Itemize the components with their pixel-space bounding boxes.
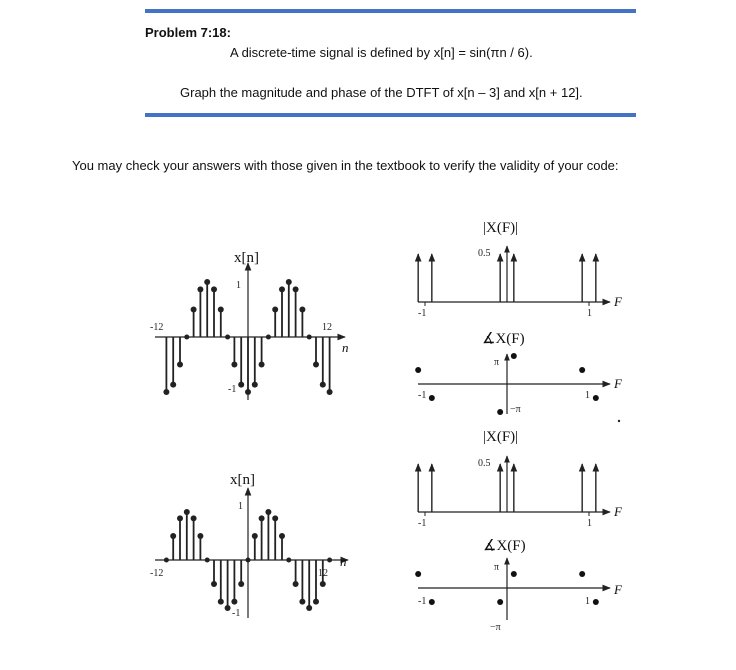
stem-sample xyxy=(266,335,271,340)
stem-sample xyxy=(306,605,312,611)
stem2-tick-neg-twelve: -12 xyxy=(150,568,164,579)
stem-sample xyxy=(327,389,333,395)
phase2-xlabel: F xyxy=(614,582,622,597)
instruction-text: You may check your answers with those given in the textbook to verify the validity of your code: xyxy=(72,158,619,173)
phase-point xyxy=(593,395,599,401)
stem-sample xyxy=(286,558,291,563)
phase-point xyxy=(429,599,435,605)
stem-sample xyxy=(205,558,210,563)
phase-point xyxy=(497,409,503,415)
stem-sample xyxy=(177,515,183,521)
stem-sample xyxy=(293,581,299,587)
phase2-tick-one: 1 xyxy=(585,596,590,607)
stem-sample xyxy=(191,307,197,313)
phase-plot-1 xyxy=(415,331,623,415)
stem-sample xyxy=(286,279,292,285)
stem2-ylabel: x[n] xyxy=(230,472,255,488)
stem-sample xyxy=(293,286,299,292)
phase-point xyxy=(511,571,517,577)
stray-dot xyxy=(618,420,620,422)
problem-title: Problem 7:18: xyxy=(145,25,231,40)
stem-sample xyxy=(299,307,305,313)
phase-point xyxy=(415,367,421,373)
mag2-xlabel: F xyxy=(614,504,622,519)
stem-sample xyxy=(252,382,258,388)
stem-sample xyxy=(265,509,271,515)
phase-point xyxy=(415,571,421,577)
phase-point xyxy=(579,571,585,577)
stem2-tick-twelve: 12 xyxy=(318,568,328,579)
stem-sample xyxy=(272,515,278,521)
stem-sample xyxy=(279,533,285,539)
phase-point xyxy=(593,599,599,605)
phase-point xyxy=(511,353,517,359)
stem-sample xyxy=(211,581,217,587)
stem-sample xyxy=(320,581,326,587)
phase1-tick-pi: π xyxy=(494,357,500,368)
stem-sample xyxy=(170,533,176,539)
mag1-tick-half: 0.5 xyxy=(478,248,491,259)
phase2-ylabel: ∡X(F) xyxy=(483,538,526,554)
mag2-tick-one: 1 xyxy=(587,518,592,529)
phase1-xlabel: F xyxy=(614,376,622,391)
mag2-tick-half: 0.5 xyxy=(478,458,491,469)
phase1-ylabel: ∡X(F) xyxy=(482,331,525,347)
magnitude-plot-1 xyxy=(418,220,623,319)
magnitude-plot-2 xyxy=(418,429,623,529)
stem-sample xyxy=(184,509,190,515)
stem-sample xyxy=(259,515,265,521)
phase1-tick-neg-one: -1 xyxy=(418,390,427,401)
stem1-ylabel: x[n] xyxy=(234,250,259,266)
mag1-tick-neg-one: -1 xyxy=(418,308,427,319)
stem2-tick-neg-one: -1 xyxy=(232,608,241,619)
stem-sample xyxy=(197,533,203,539)
stem-sample xyxy=(184,335,189,340)
phase-point xyxy=(497,599,503,605)
stem-sample xyxy=(238,382,244,388)
stem-sample xyxy=(320,382,326,388)
stem-sample xyxy=(299,599,305,605)
stem-sample xyxy=(163,389,169,395)
stem2-xlabel: n xyxy=(340,554,347,569)
mag2-ylabel: |X(F)| xyxy=(483,429,519,445)
phase2-tick-neg-one: -1 xyxy=(418,596,427,607)
stem-sample xyxy=(327,558,332,563)
stem-sample xyxy=(313,362,319,368)
stem-plot-1 xyxy=(150,250,349,400)
stem-sample xyxy=(272,307,278,313)
phase1-tick-neg-pi: −π xyxy=(510,404,521,415)
phase1-tick-one: 1 xyxy=(585,390,590,401)
mag1-ylabel: |X(F)| xyxy=(483,220,519,236)
stem-sample xyxy=(204,279,210,285)
stem-sample xyxy=(170,382,176,388)
stem-sample xyxy=(225,335,230,340)
phase-plot-2 xyxy=(415,538,623,633)
stem-sample xyxy=(246,558,251,563)
stem-sample xyxy=(245,389,251,395)
phase2-tick-neg-pi: −π xyxy=(490,622,501,633)
stem-sample xyxy=(231,362,237,368)
stem-sample xyxy=(231,599,237,605)
phase-point xyxy=(579,367,585,373)
stem-sample xyxy=(211,286,217,292)
mag1-tick-one: 1 xyxy=(587,308,592,319)
stem-sample xyxy=(177,362,183,368)
stem1-tick-neg-twelve: -12 xyxy=(150,322,164,333)
mag2-tick-neg-one: -1 xyxy=(418,518,427,529)
stem-sample xyxy=(225,605,231,611)
stem-sample xyxy=(238,581,244,587)
mag1-xlabel: F xyxy=(614,294,622,309)
stem-sample xyxy=(164,558,169,563)
stem2-tick-one: 1 xyxy=(238,501,243,512)
stem-sample xyxy=(279,286,285,292)
stem-sample xyxy=(218,599,224,605)
phase2-tick-pi: π xyxy=(494,562,500,573)
stem-plot-2 xyxy=(150,472,348,619)
stem1-tick-twelve: 12 xyxy=(322,322,332,333)
problem-task: Graph the magnitude and phase of the DTFT of x[n – 3] and x[n + 12]. xyxy=(180,85,583,100)
stem-sample xyxy=(197,286,203,292)
stem1-tick-one: 1 xyxy=(236,280,241,291)
stem-sample xyxy=(313,599,319,605)
stem-sample xyxy=(259,362,265,368)
phase-point xyxy=(429,395,435,401)
stem1-tick-neg-one: -1 xyxy=(228,384,237,395)
problem-statement: A discrete-time signal is defined by x[n] = sin(πn / 6). xyxy=(230,45,533,60)
stem-sample xyxy=(307,335,312,340)
stem-sample xyxy=(191,515,197,521)
stem1-xlabel: n xyxy=(342,340,349,355)
stem-sample xyxy=(218,307,224,313)
stem-sample xyxy=(252,533,258,539)
